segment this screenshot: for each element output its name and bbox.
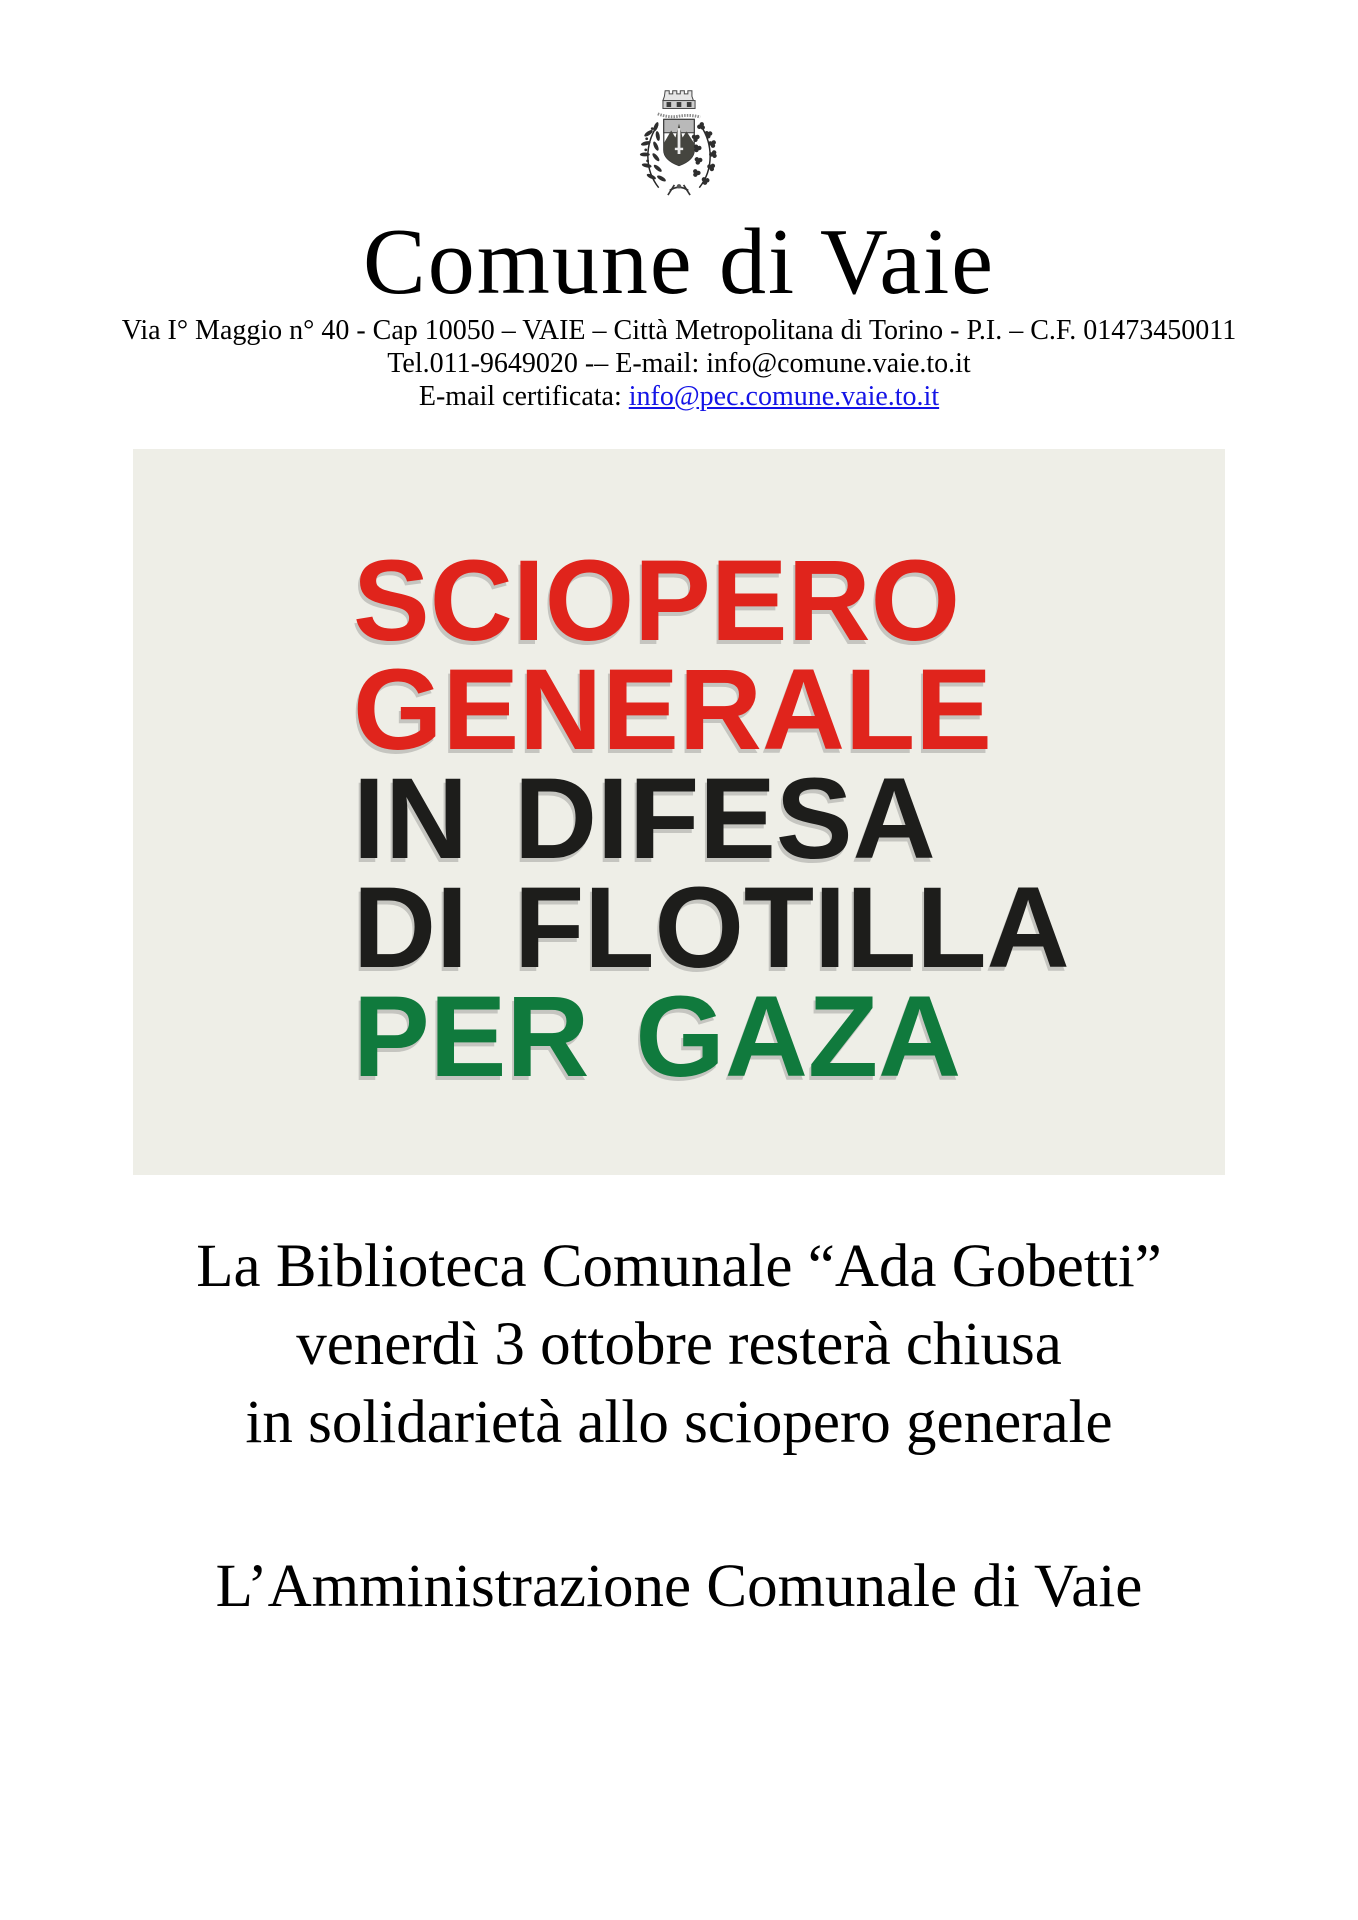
certified-email-label: E-mail certificata: <box>418 381 629 412</box>
poster-line-generale: GENERALE <box>353 646 992 774</box>
closure-notice-line2: venerdì 3 ottobre resterà chiusa <box>296 1311 1062 1378</box>
poster-line-in-difesa: IN DIFESA <box>353 755 936 883</box>
pec-email-link[interactable]: info@pec.comune.vaie.to.it <box>628 381 940 412</box>
closure-notice-line3: in solidarietà allo sciopero generale <box>245 1389 1113 1456</box>
signature-line: L’Amministrazione Comunale di Vaie <box>215 1553 1143 1620</box>
municipal-crest-icon <box>631 88 727 208</box>
poster-line-per-gaza: PER GAZA <box>353 973 962 1101</box>
certified-email-line <box>0 380 1358 413</box>
poster-line-di-flotilla: DI FLOTILLA <box>353 864 1070 992</box>
strike-poster <box>133 449 1225 1175</box>
tel-email-line: Tel.011-9649020 -– E-mail: info@comune.vaie.to.it <box>387 348 971 379</box>
page-title: Comune di Vaie <box>363 210 995 314</box>
closure-notice-line1: La Biblioteca Comunale “Ada Gobetti” <box>196 1233 1162 1300</box>
address-line: Via I° Maggio n° 40 - Cap 10050 – VAIE – Città Metropolitana di Torino - P.I. – C.F. 01473450011 <box>121 315 1237 346</box>
closure-notice <box>0 1228 1358 1462</box>
poster-line-sciopero: SCIOPERO <box>353 537 961 665</box>
